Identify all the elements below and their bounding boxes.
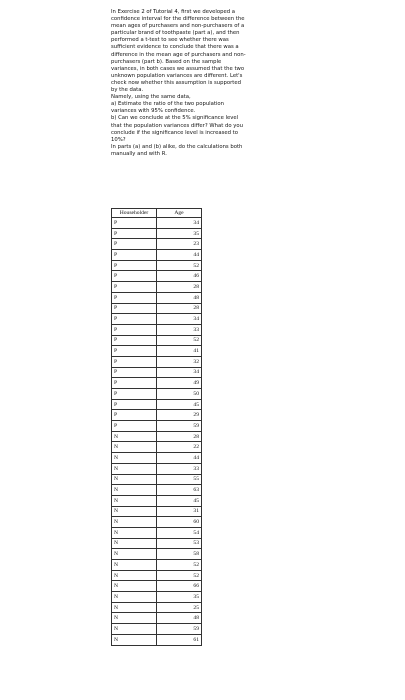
- householder-cell: N: [112, 570, 157, 581]
- householder-cell: P: [112, 218, 157, 229]
- age-cell: 45: [157, 495, 202, 506]
- householder-cell: N: [112, 442, 157, 453]
- table-header-row: [112, 209, 202, 218]
- age-cell: 28: [157, 303, 202, 314]
- intro-line: In parts (a) and (b) alike, do the calculations both: [111, 143, 243, 150]
- householder-cell: P: [112, 292, 157, 303]
- age-cell: 63: [157, 485, 202, 496]
- table-row: [112, 463, 202, 474]
- householder-cell: N: [112, 474, 157, 485]
- intro-line: check now whether this assumption is supported: [111, 79, 242, 86]
- age-cell: 54: [157, 527, 202, 538]
- table-row: [112, 624, 202, 635]
- table-row: [112, 239, 202, 250]
- householder-cell: P: [112, 346, 157, 357]
- householder-cell: N: [112, 549, 157, 560]
- householder-cell: N: [112, 560, 157, 571]
- intro-line: mean ages of purchasers and non-purchasers of a: [111, 23, 245, 30]
- householder-cell: N: [112, 506, 157, 517]
- householder-cell: N: [112, 453, 157, 464]
- householder-cell: N: [112, 485, 157, 496]
- table-row: [112, 356, 202, 367]
- age-cell: 53: [157, 538, 202, 549]
- age-cell: 28: [157, 431, 202, 442]
- table-row: [112, 218, 202, 229]
- householder-cell: N: [112, 517, 157, 528]
- table-row: [112, 613, 202, 624]
- table-row: [112, 378, 202, 389]
- householder-cell: P: [112, 335, 157, 346]
- age-cell: 55: [157, 474, 202, 485]
- householder-cell: N: [112, 602, 157, 613]
- age-cell: 34: [157, 218, 202, 229]
- age-cell: 35: [157, 592, 202, 603]
- householder-cell: N: [112, 431, 157, 442]
- householder-cell: P: [112, 282, 157, 293]
- table-row: [112, 410, 202, 421]
- table-row: [112, 228, 202, 239]
- intro-line: performed a t-test to see whether there was: [111, 37, 229, 44]
- householder-cell: P: [112, 239, 157, 250]
- householder-cell: P: [112, 399, 157, 410]
- householder-cell: N: [112, 527, 157, 538]
- age-cell: 59: [157, 624, 202, 635]
- householder-cell: P: [112, 228, 157, 239]
- table-row: [112, 634, 202, 645]
- table-row: [112, 367, 202, 378]
- age-cell: 48: [157, 613, 202, 624]
- table-row: [112, 527, 202, 538]
- age-cell: 61: [157, 634, 202, 645]
- table-row: [112, 260, 202, 271]
- householder-cell: P: [112, 271, 157, 282]
- age-cell: 29: [157, 410, 202, 421]
- intro-line: 10%?: [111, 136, 126, 143]
- age-cell: 28: [157, 282, 202, 293]
- table-row: [112, 581, 202, 592]
- householder-cell: P: [112, 324, 157, 335]
- intro-line: variances, in both cases we assumed that the two: [111, 65, 245, 72]
- exercise-text: [111, 9, 311, 158]
- table-row: [112, 495, 202, 506]
- table-row: [112, 442, 202, 453]
- householder-cell: N: [112, 634, 157, 645]
- householder-cell: N: [112, 538, 157, 549]
- intro-line: confidence interval for the difference between the: [111, 16, 245, 23]
- table-row: [112, 421, 202, 432]
- table-row: [112, 570, 202, 581]
- age-cell: 66: [157, 581, 202, 592]
- intro-line: sufficient evidence to conclude that there was a: [111, 44, 239, 51]
- householder-cell: P: [112, 421, 157, 432]
- age-cell: 23: [157, 239, 202, 250]
- householder-cell: P: [112, 410, 157, 421]
- table-row: [112, 303, 202, 314]
- intro-line: In Exercise 2 of Tutorial 4, first we developed a: [111, 9, 236, 15]
- age-cell: 34: [157, 314, 202, 325]
- table-body: [112, 218, 202, 646]
- table-row: [112, 474, 202, 485]
- age-cell: 52: [157, 560, 202, 571]
- intro-line: unknown population variances are different. Let's: [111, 72, 243, 79]
- table-row: [112, 389, 202, 400]
- table-row: [112, 506, 202, 517]
- householder-cell: P: [112, 314, 157, 325]
- table-row: [112, 549, 202, 560]
- householder-cell: P: [112, 260, 157, 271]
- table-row: [112, 602, 202, 613]
- householder-cell: N: [112, 624, 157, 635]
- householder-cell: N: [112, 495, 157, 506]
- intro-line: b) Can we conclude at the 5% significance level: [111, 115, 239, 122]
- age-cell: 32: [157, 356, 202, 367]
- table-row: [112, 282, 202, 293]
- intro-line: by the data.: [111, 87, 144, 94]
- intro-line: particular brand of toothpaste (part a), and then: [111, 30, 240, 37]
- age-cell: 50: [157, 389, 202, 400]
- intro-line: conclude if the significance level is increased to: [111, 129, 238, 136]
- table-row: [112, 314, 202, 325]
- age-cell: 52: [157, 260, 202, 271]
- intro-line: manually and with R.: [111, 150, 167, 157]
- age-cell: 44: [157, 453, 202, 464]
- age-cell: 33: [157, 324, 202, 335]
- age-cell: 45: [157, 399, 202, 410]
- age-cell: 34: [157, 367, 202, 378]
- householder-cell: P: [112, 303, 157, 314]
- column-header-age: Age: [157, 209, 202, 218]
- table-row: [112, 292, 202, 303]
- householder-cell: N: [112, 613, 157, 624]
- householder-cell: P: [112, 389, 157, 400]
- column-header-householder: Householder: [112, 209, 157, 218]
- age-cell: 60: [157, 517, 202, 528]
- table-row: [112, 271, 202, 282]
- age-cell: 58: [157, 549, 202, 560]
- age-cell: 31: [157, 506, 202, 517]
- age-cell: 52: [157, 570, 202, 581]
- householder-cell: N: [112, 581, 157, 592]
- age-cell: 59: [157, 421, 202, 432]
- intro-line: variances with 95% confidence.: [111, 108, 196, 115]
- intro-line: Namely, using the same data,: [111, 94, 191, 101]
- table-row: [112, 485, 202, 496]
- age-cell: 52: [157, 335, 202, 346]
- age-cell: 22: [157, 442, 202, 453]
- householder-cell: P: [112, 378, 157, 389]
- table-row: [112, 431, 202, 442]
- householder-cell: P: [112, 356, 157, 367]
- householder-age-table: [111, 208, 202, 646]
- householder-cell: N: [112, 463, 157, 474]
- table-row: [112, 346, 202, 357]
- table-row: [112, 560, 202, 571]
- age-cell: 48: [157, 292, 202, 303]
- intro-line: purchasers (part b). Based on the sample: [111, 58, 222, 65]
- age-cell: 35: [157, 228, 202, 239]
- intro-line: a) Estimate the ratio of the two population: [111, 101, 225, 108]
- age-cell: 46: [157, 271, 202, 282]
- intro-line: difference in the mean age of purchasers and non-: [111, 51, 246, 58]
- householder-cell: P: [112, 250, 157, 261]
- age-cell: 44: [157, 250, 202, 261]
- age-cell: 33: [157, 463, 202, 474]
- table-row: [112, 399, 202, 410]
- data-table-container: [111, 208, 202, 646]
- age-cell: 41: [157, 346, 202, 357]
- intro-line: that the population variances differ? What do you: [111, 122, 243, 129]
- table-row: [112, 324, 202, 335]
- householder-cell: N: [112, 592, 157, 603]
- table-row: [112, 453, 202, 464]
- table-row: [112, 538, 202, 549]
- table-row: [112, 592, 202, 603]
- householder-cell: P: [112, 367, 157, 378]
- age-cell: 49: [157, 378, 202, 389]
- table-row: [112, 250, 202, 261]
- table-row: [112, 335, 202, 346]
- table-row: [112, 517, 202, 528]
- age-cell: 25: [157, 602, 202, 613]
